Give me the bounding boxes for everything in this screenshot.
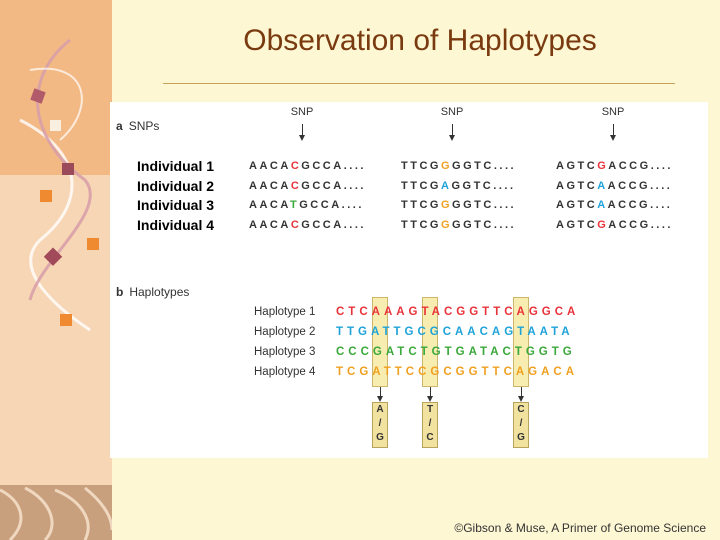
snp-arrow-tip-2 [449, 135, 455, 141]
snp-arrow-tip-1 [299, 135, 305, 141]
individual-name: Individual 3 [137, 197, 215, 213]
individual-sequence-segment: TTCGGGGTC.... [401, 219, 517, 231]
allele-2-top: T [426, 404, 434, 415]
section-a-title: SNPs [128, 119, 160, 133]
individual-sequence-segment: AGTCAACCG.... [556, 199, 673, 211]
individual-sequence-segment: AGTCGACCG.... [556, 160, 673, 172]
allele-1-top: A [376, 404, 384, 415]
allele-box-3 [513, 402, 529, 448]
haplotype-sequence: TCGATTCCGCGGTTCAGACA [336, 366, 579, 378]
snp-header-3: SNP [601, 106, 625, 118]
section-a-label [116, 119, 159, 133]
haplotype-sequence: TTGATTGCGCAACAGTAATA [336, 326, 574, 338]
haplotype-sequence: CCCGATCTGTGATACTGGTG [336, 346, 576, 358]
individual-name: Individual 4 [137, 217, 215, 233]
individual-sequence-segment: AACACGCCA.... [249, 180, 366, 192]
individual-sequence-segment: AACATGCCA.... [249, 199, 364, 211]
haplotype-name: Haplotype 2 [254, 326, 316, 338]
section-b-label [116, 285, 189, 299]
section-a-letter: a [116, 119, 123, 133]
haplotype-name: Haplotype 4 [254, 366, 316, 378]
allele-3-sep: / [519, 418, 523, 429]
individual-sequence-segment: AACACGCCA.... [249, 219, 366, 231]
individual-sequence-segment: AACACGCCA.... [249, 160, 366, 172]
haplotype-name: Haplotype 1 [254, 306, 316, 318]
haplotype-name: Haplotype 3 [254, 346, 316, 358]
snp-header-2: SNP [440, 106, 464, 118]
individual-sequence-segment: TTCGGGGTC.... [401, 199, 517, 211]
allele-2-bottom: C [426, 432, 434, 443]
allele-box-1 [372, 402, 388, 448]
allele-3-bottom: G [517, 432, 525, 443]
allele-3-top: C [517, 404, 525, 415]
allele-1-sep: / [378, 418, 382, 429]
individual-sequence-segment: AGTCGACCG.... [556, 219, 673, 231]
section-b-letter: b [116, 285, 124, 299]
haplotype-sequence: CTCAAAGTACGGTTCAGGCA [336, 306, 580, 318]
individual-sequence-segment: TTCGGGGTC.... [401, 160, 517, 172]
snp-header-1: SNP [290, 106, 314, 118]
snp-arrow-tip-3 [610, 135, 616, 141]
section-b-title: Haplotypes [129, 285, 190, 299]
allele-2-sep: / [428, 418, 432, 429]
title-divider [163, 83, 675, 84]
individual-sequence-segment: AGTCAACCG.... [556, 180, 673, 192]
copyright-footer: ©Gibson & Muse, A Primer of Genome Science [454, 521, 706, 535]
allele-1-bottom: G [376, 432, 384, 443]
individual-name: Individual 2 [137, 178, 215, 194]
allele-box-2 [422, 402, 438, 448]
figure-panel [110, 102, 708, 458]
slide-title: Observation of Haplotypes [243, 24, 597, 57]
individual-sequence-segment: TTCGAGGTC.... [401, 180, 516, 192]
individual-name: Individual 1 [137, 158, 215, 174]
dna-helix-decoration [0, 0, 112, 540]
